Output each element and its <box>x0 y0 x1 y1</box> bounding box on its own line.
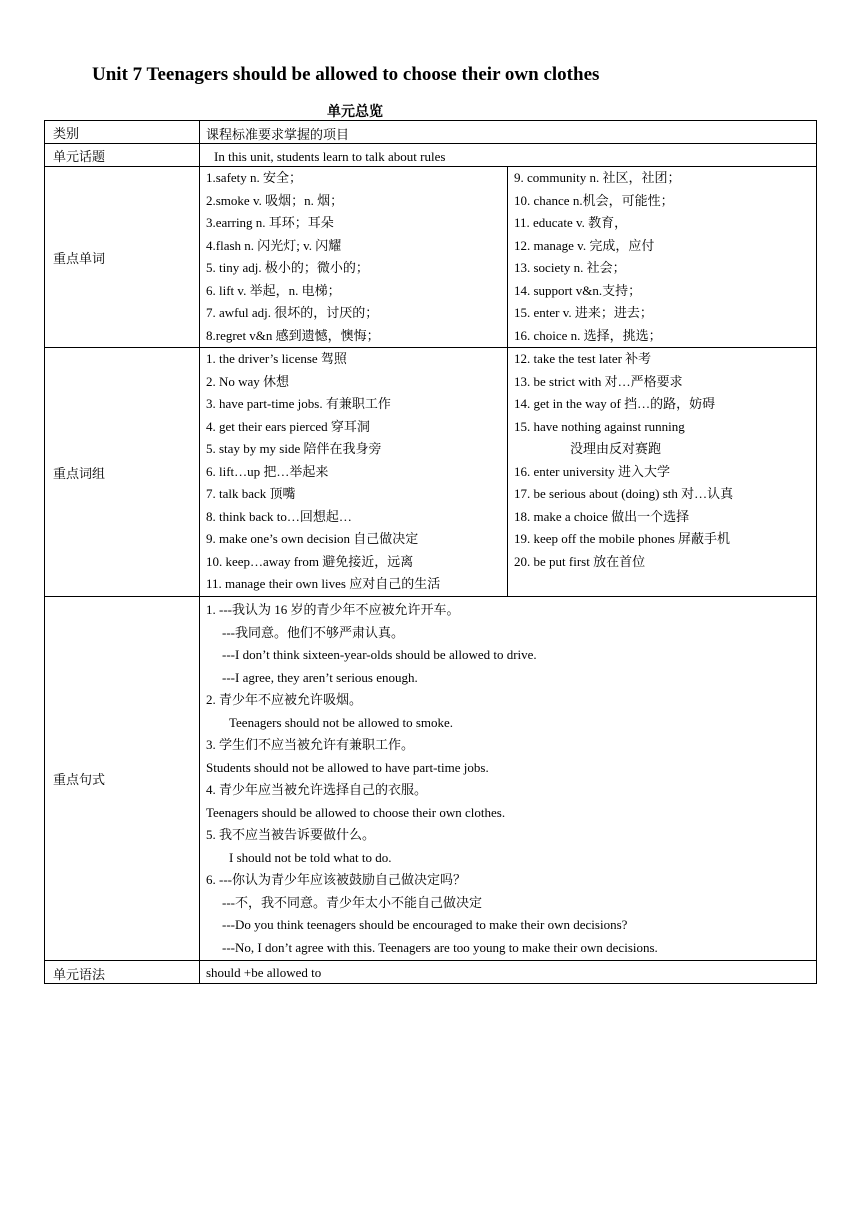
phrase-item: 8. think back to…回想起… <box>206 508 352 524</box>
vocab-item: 14. support v&n.支持； <box>514 282 642 298</box>
phrase-item: 16. enter university 进入大学 <box>514 463 670 479</box>
vocab-right-list <box>508 167 816 347</box>
phrase-item: 6. lift…up 把…举起来 <box>206 463 329 479</box>
header-category: 类别 <box>45 121 200 144</box>
sentences-cell <box>200 597 817 961</box>
phrases-row <box>45 348 817 597</box>
sentence-line: ---不，我不同意。青少年太小不能自己做决定 <box>222 894 482 910</box>
phrases-right-cell <box>508 348 817 597</box>
sentence-line: ---No, I don’t agree with this. Teenagers are too young to make their own decisions. <box>222 939 658 955</box>
phrase-item: 11. manage their own lives 应对自己的生活 <box>206 576 441 591</box>
vocab-label: 重点单词 <box>45 167 200 348</box>
header-requirement: 课程标准要求掌握的项目 <box>200 121 817 144</box>
sentences-row <box>45 597 817 961</box>
vocab-item: 1.safety n. 安全； <box>206 170 303 185</box>
topic-value: In this unit, students learn to talk about rules <box>200 144 817 167</box>
vocab-item: 5. tiny adj. 极小的；微小的； <box>206 260 369 275</box>
sentence-line: 6. ---你认为青少年应该被鼓励自己做决定吗？ <box>206 872 466 887</box>
vocab-item: 7. awful adj. 很坏的，讨厌的； <box>206 305 379 320</box>
grammar-label: 单元语法 <box>45 961 200 984</box>
phrases-right-list <box>508 348 816 573</box>
sentence-line: 4. 青少年应当被允许选择自己的衣服。 <box>206 782 428 797</box>
sentence-line: I should not be told what to do. <box>229 849 392 865</box>
phrase-item: 17. be serious about (doing) sth 对…认真 <box>514 486 734 501</box>
phrase-item: 9. make one’s own decision 自己做决定 <box>206 531 419 546</box>
phrase-item: 13. be strict with 对…严格要求 <box>514 373 683 389</box>
sentences-label: 重点句式 <box>45 597 200 961</box>
phrase-item: 15. have nothing against running <box>514 418 685 434</box>
sentences-list <box>200 597 816 959</box>
vocab-item: 15. enter v. 进来；进去； <box>514 305 653 320</box>
phrase-item: 7. talk back 顶嘴 <box>206 486 296 501</box>
phrases-left-list <box>200 348 507 596</box>
grammar-row <box>45 961 817 984</box>
sentence-line: 2. 青少年不应被允许吸烟。 <box>206 692 363 707</box>
vocab-left-cell <box>200 167 508 348</box>
sentence-line: ---Do you think teenagers should be encouraged to make their own decisions? <box>222 917 628 932</box>
phrase-item: 3. have part-time jobs. 有兼职工作 <box>206 396 391 411</box>
vocab-item: 12. manage v. 完成，应付 <box>514 237 655 253</box>
sentence-line: 3. 学生们不应当被允许有兼职工作。 <box>206 737 415 752</box>
vocab-item: 6. lift v. 举起，n. 电梯； <box>206 282 341 298</box>
sentence-line: ---I don’t think sixteen-year-olds should be allowed to drive. <box>222 647 537 662</box>
vocab-item: 8.regret v&n 感到遗憾，懊悔； <box>206 327 380 343</box>
topic-label: 单元话题 <box>45 144 200 167</box>
grammar-value: should +be allowed to <box>200 961 817 984</box>
header-row <box>45 121 817 144</box>
phrase-item: 1. the driver’s license 驾照 <box>206 351 347 366</box>
vocab-item: 11. educate v. 教育， <box>514 215 628 230</box>
vocab-row <box>45 167 817 348</box>
sentence-line: ---I agree, they aren’t serious enough. <box>222 669 418 685</box>
vocab-item: 13. society n. 社会； <box>514 260 626 275</box>
topic-row <box>45 144 817 167</box>
phrase-item-continued: 没理由反对赛跑 <box>570 441 662 456</box>
sentence-line: 1. ---我认为 16 岁的青少年不应被允许开车。 <box>206 602 460 617</box>
vocab-item: 3.earring n. 耳环；耳朵 <box>206 215 334 230</box>
phrase-item: 10. keep…away from 避免接近，远离 <box>206 553 414 569</box>
sentence-line: Teenagers should be allowed to choose their own clothes. <box>206 804 506 820</box>
phrase-item: 4. get their ears pierced 穿耳洞 <box>206 418 370 434</box>
phrases-label: 重点词组 <box>45 348 200 597</box>
vocab-left-list <box>200 167 507 347</box>
phrase-item: 12. take the test later 补考 <box>514 351 652 366</box>
phrase-item: 19. keep off the mobile phones 屏蔽手机 <box>514 531 731 546</box>
vocab-item: 16. choice n. 选择，挑选； <box>514 327 662 343</box>
vocab-item: 9. community n. 社区，社团； <box>514 170 681 185</box>
document-title: Unit 7 Teenagers should be allowed to choose their own clothes <box>92 64 600 85</box>
vocab-right-cell <box>508 167 817 348</box>
vocab-item: 4.flash n. 闪光灯; v. 闪耀 <box>206 237 342 253</box>
sentence-line: Students should not be allowed to have part-time jobs. <box>206 759 489 775</box>
phrase-item: 18. make a choice 做出一个选择 <box>514 508 690 524</box>
phrase-item: 2. No way 休想 <box>206 373 290 389</box>
sentence-line: ---我同意。他们不够严肃认真。 <box>222 624 404 640</box>
overview-table <box>44 120 817 984</box>
vocab-item: 2.smoke v. 吸烟；n. 烟； <box>206 192 344 208</box>
section-subtitle: 单元总览 <box>327 105 383 120</box>
phrases-left-cell <box>200 348 508 597</box>
phrase-item: 5. stay by my side 陪伴在我身旁 <box>206 441 382 456</box>
phrase-item: 14. get in the way of 挡…的路，妨碍 <box>514 396 716 411</box>
sentence-line: 5. 我不应当被告诉要做什么。 <box>206 827 376 842</box>
phrase-item: 20. be put first 放在首位 <box>514 553 646 569</box>
sentence-line: Teenagers should not be allowed to smoke. <box>229 714 454 730</box>
vocab-item: 10. chance n.机会，可能性； <box>514 192 674 208</box>
